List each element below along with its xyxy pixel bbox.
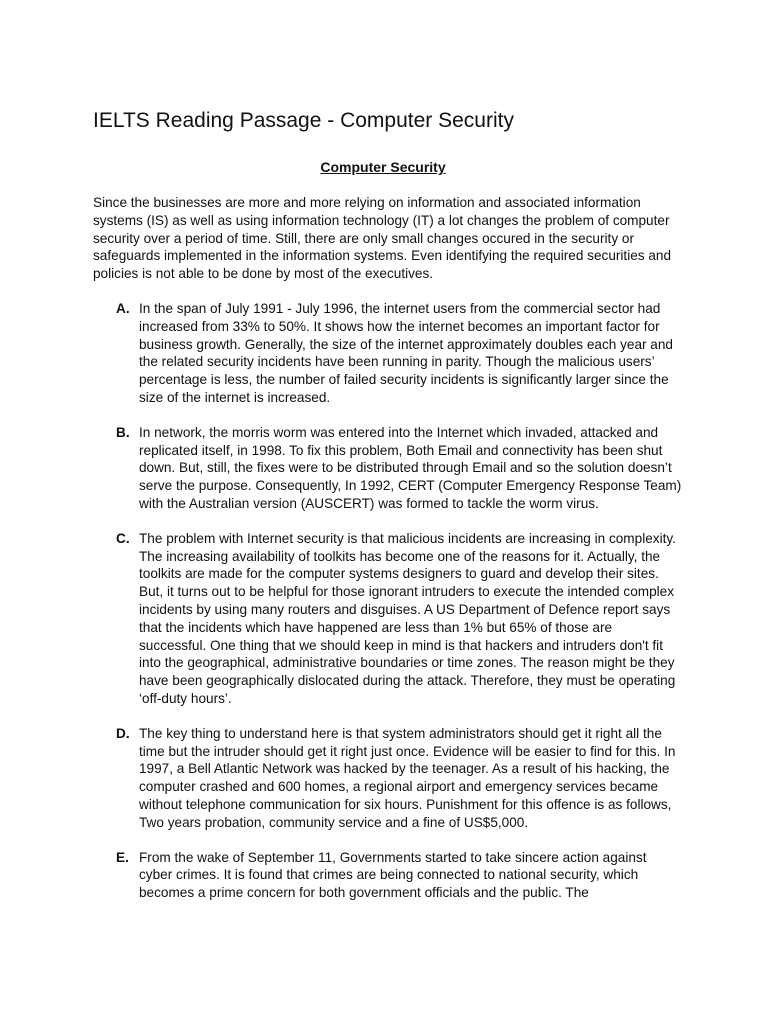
section-heading-text: Computer Security [320, 159, 446, 175]
paragraph-item-b [93, 424, 683, 513]
intro-paragraph: Since the businesses are more and more relying on information and associated information systems (IS) as well as using information technology (IT) a lot changes the problem of computer security over a period of time. Still, there are only small changes occured in the security or safeguards implemented in the information systems. Even identifying the required securities and policies is not able to be done by most of the executives. [93, 195, 672, 282]
lettered-paragraph-list [93, 300, 683, 919]
paragraph-text: In network, the morris worm was entered into the Internet which invaded, attacked and replicated itself, in 1998. To fix this problem, Both Email and connectivity has been shut down. But, still, the fixes were to be distributed through Email and so the solution doesn’t serve the purpose. Consequently, In 1992, CERT (Computer Emergency Response Team) with the Australian version (AUSCERT) was formed to tackle the worm virus. [139, 424, 682, 511]
paragraph-item-d [93, 725, 683, 832]
paragraph-text: The key thing to understand here is that system administrators should get it right all the time but the intruder should get it right just once. Evidence will be easier to find for this. In 1997, a Bell Atlantic Network was hacked by the teenager. As a result of his hacking, the computer crashed and 600 homes, a regional airport and emergency services became without telephone communication for six hours. Punishment for this offence is as follows, Two years probation, community service and a fine of US$5,000. [139, 725, 676, 830]
paragraph-letter: C. [116, 530, 130, 546]
paragraph-item-a [93, 300, 683, 407]
document-title: IELTS Reading Passage - Computer Security [93, 109, 514, 132]
paragraph-letter: A. [116, 301, 130, 316]
paragraph-text: From the wake of September 11, Governments started to take sincere action against cyber crimes. It is found that crimes are being connected to national security, which becomes a prime concern for both government officials and the public. The [139, 849, 647, 901]
paragraph-letter: D. [116, 725, 130, 741]
section-heading [0, 158, 768, 176]
paragraph-text: In the span of July 1991 - July 1996, the internet users from the commercial sector had increased from 33% to 50%. It shows how the internet becomes an important factor for business growth. Generally, the size of the internet approximately doubles each year and the related security incidents have been running in parity. Though the malicious users’ percentage is less, the number of failed security incidents is significantly larger since the size of the internet is increased. [139, 301, 673, 405]
paragraph-item-e [93, 849, 683, 902]
paragraph-letter: B. [116, 424, 130, 440]
paragraph-text: The problem with Internet security is that malicious incidents are increasing in complexity. The increasing availability of toolkits has become one of the reasons for it. Actually, the toolkits are made for the computer systems designers to guard and develop their sites. But, it turns out to be helpful for those ignorant intruders to execute the intended complex incidents by using many routers and disguises. A US Department of Defence report says that the incidents which have happened are less than 1% but 65% of those are successful. One thing that we should keep in mind is that hackers and intruders don't fit into the geographical, administrative boundaries or time zones. The reason might be they have been geographically dislocated during the attack. Therefore, they must be operating ‘off-duty hours’. [139, 530, 676, 706]
paragraph-letter: E. [116, 849, 129, 865]
paragraph-item-c [93, 530, 683, 708]
